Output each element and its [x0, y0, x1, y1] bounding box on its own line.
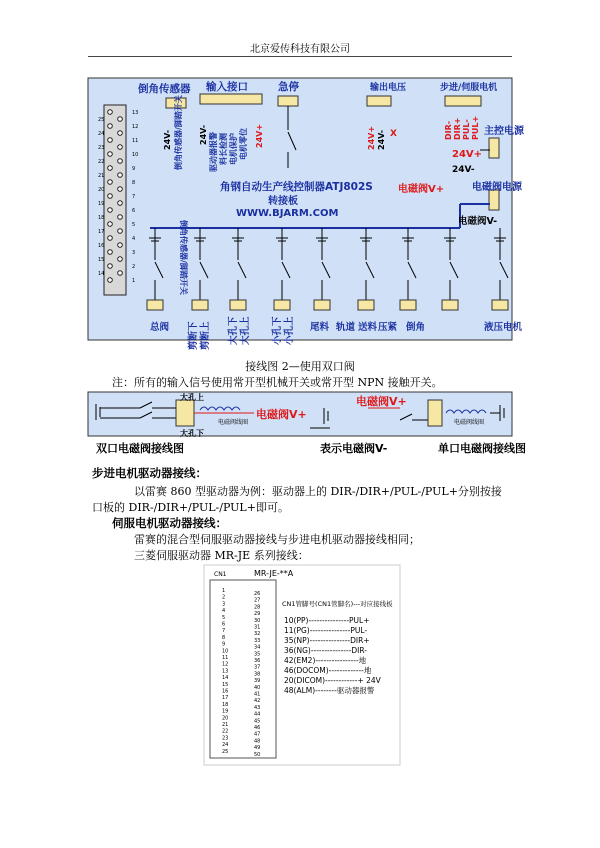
db25-pin: [108, 166, 113, 171]
servo-line-1: 雷赛的混合型伺服驱动器接线与步进电机驱动器接线相同；: [134, 533, 420, 546]
stepper-label: 步进/伺服电机: [440, 83, 498, 93]
estop-terminal: [278, 96, 298, 106]
output-label: 压紧: [378, 322, 398, 333]
connector-pin-left: 6: [222, 621, 226, 628]
output-terminal-block: [358, 300, 374, 310]
step-vert-dirp: DIR+: [453, 117, 462, 140]
connector-pin-right: 27: [254, 597, 261, 604]
tilt-vert-24v: 24V-: [163, 129, 172, 150]
db25-pin: [118, 131, 123, 136]
db25-pin-number: 25: [98, 117, 105, 123]
connector-row: 48(ALM)--------驱动器报警: [284, 686, 375, 695]
cn1-label: CN1: [214, 571, 227, 578]
connector-pin-right: 26: [254, 591, 261, 597]
step-vert-pulm: PUL-: [462, 119, 471, 140]
connector-pin-right: 47: [254, 731, 261, 738]
connector-heading: CN1管脚号(CN1管脚名)---对应接线板: [282, 600, 393, 608]
connector-pin-left: 14: [222, 675, 229, 682]
output-label: 小孔下: [272, 316, 283, 345]
connector-pin-right: 45: [254, 718, 261, 725]
db25-pin: [108, 250, 113, 255]
output-terminal-block: [147, 300, 163, 310]
connector-row: 11(PG)---------------PUL-: [284, 626, 368, 635]
db25-pin: [118, 243, 123, 248]
db25-pin-number: 16: [98, 243, 105, 249]
db25-pin-number: 22: [98, 159, 105, 165]
tilt-vert-sensor: 倒角传感器/脚踏开关: [174, 95, 183, 170]
estop-label: 急停: [278, 81, 299, 93]
connector-pin-left: 9: [222, 641, 226, 648]
connector-pin-right: 49: [254, 745, 261, 752]
db25-pin: [118, 271, 123, 276]
in-vert-protect: 电机保护: [229, 133, 238, 165]
connector-pin-right: 38: [254, 671, 261, 678]
db25-pin-number: 2: [132, 264, 136, 270]
db25-pin-number: 24: [98, 131, 105, 137]
output-terminal-block: [442, 300, 458, 310]
out-vert-24vp: 24V+: [367, 125, 376, 150]
output-label: 倒角: [406, 322, 426, 333]
db25-pin: [118, 159, 123, 164]
connector-pin-left: 19: [222, 708, 229, 715]
model-label: MR-JE-**A: [254, 569, 294, 578]
dual-title: 双口电磁阀接线图: [96, 442, 184, 455]
connector-pin-right: 30: [254, 617, 261, 624]
db25-pin: [118, 117, 123, 122]
connector-pin-right: 31: [254, 624, 261, 631]
connector-pin-right: 44: [254, 711, 261, 718]
sol-vm-label: 电磁阀V-: [458, 216, 498, 227]
connector-pin-left: 16: [222, 688, 229, 695]
connector-pin-right: 33: [254, 637, 261, 644]
connector-pin-left: 4: [222, 608, 226, 615]
v24p-label: 24V+: [452, 149, 483, 160]
connector-row: 46(DOCOM)-------------地: [284, 666, 372, 675]
db25-pin-number: 9: [132, 166, 136, 172]
connector-pin-right: 29: [254, 611, 261, 618]
v24m-label: 24V-: [452, 165, 475, 175]
solenoid-power-label: 电磁阀电源: [472, 182, 522, 193]
output-terminal-block: [192, 300, 208, 310]
output-label: 总阀: [150, 322, 170, 333]
in-vert-alarm: 驱动器报警: [209, 132, 218, 172]
db25-pin: [118, 173, 123, 178]
db25-pin-number: 4: [132, 236, 136, 242]
coil-label-2: 电磁阀线圈: [454, 419, 485, 426]
single-title: 单口电磁阀接线图: [438, 442, 526, 455]
output-label: 大孔上: [240, 316, 251, 345]
coil-label: 电磁阀线圈: [218, 419, 249, 426]
db25-pin-number: 5: [132, 222, 136, 228]
connector-pin-right: 42: [254, 698, 261, 705]
db25-pin-number: 23: [98, 145, 105, 151]
solenoid-power-terminal: [489, 190, 499, 210]
output-terminal-block: [492, 300, 508, 310]
connector-pin-right: 39: [254, 678, 261, 685]
sol-vp-label-2: 电磁阀V+: [256, 408, 307, 421]
connector-pin-left: 1: [222, 588, 226, 594]
stepper-terminal: [445, 96, 481, 106]
db25-pin: [118, 187, 123, 192]
connector-pin-left: 8: [222, 634, 226, 641]
connector-row: 10(PP)---------------PUL+: [284, 616, 370, 625]
connector-pin-left: 10: [222, 648, 229, 655]
in-vert-24vp: 24V+: [255, 123, 264, 148]
connector-pin-left: 17: [222, 695, 229, 702]
connector-pin-right: 48: [254, 738, 261, 745]
step-vert-dirm: DIR-: [444, 120, 453, 140]
output-terminal: [367, 96, 391, 106]
step-vert-pulp: PUL+: [471, 115, 480, 140]
connector-pin-left: 12: [222, 661, 229, 668]
connector-pin-left: 11: [222, 655, 229, 661]
db25-pin-number: 8: [132, 180, 136, 186]
connector-pin-left: 21: [222, 722, 229, 728]
output-label: 轨道: [336, 322, 356, 333]
input-note: 注：所有的输入信号使用常开型机械开关或常开型 NPN 接触开关。: [112, 376, 443, 389]
connector-pin-right: 40: [254, 684, 261, 691]
db25-pin-number: 15: [98, 257, 105, 263]
servo-line-2: 三菱伺服驱动器 MR-JE 系列接线：: [134, 549, 309, 562]
website-label: WWW.BJARM.COM: [236, 208, 339, 219]
sol-vm-label-2: 表示电磁阀V-: [320, 442, 388, 455]
db25-pin-number: 7: [132, 194, 136, 200]
connector-row: 20(DICOM)------------+ 24V: [284, 676, 381, 685]
db25-pin-number: 1: [132, 278, 136, 284]
main-power-label: 主控电源: [484, 126, 524, 137]
db25-pin-number: 21: [98, 173, 105, 179]
in-vert-length: 料长检测: [219, 133, 228, 165]
db25-pin: [118, 145, 123, 150]
big-hole-down: 大孔下: [180, 429, 204, 438]
stepper-line-2: 口板的 DIR-/DIR+/PUL-/PUL+即可。: [92, 501, 289, 514]
db25-pin-number: 13: [132, 110, 139, 116]
db25-pin: [108, 138, 113, 143]
connector-pin-left: 13: [222, 668, 229, 675]
sol-vp-label-3: 电磁阀V+: [356, 395, 407, 408]
db25-pin: [108, 180, 113, 185]
servo-section-title: 伺服电机驱动器接线：: [112, 516, 227, 530]
connector-pin-left: 7: [222, 628, 226, 635]
in-vert-24vm: 24V-: [199, 124, 208, 145]
db25-pin-number: 19: [98, 201, 105, 207]
connector-row: 35(NP)---------------DIR+: [284, 636, 370, 645]
db25-pin: [108, 222, 113, 227]
input-terminal: [200, 94, 262, 104]
db25-pin-number: 6: [132, 208, 136, 214]
stepper-line-1: 以雷赛 860 型驱动器为例：驱动器上的 DIR-/DIR+/PUL-/PUL+分别按接: [134, 485, 502, 498]
db25-pin: [108, 264, 113, 269]
mr-je-connector-diagram: [204, 565, 400, 765]
solenoid-wiring-diagram: [88, 392, 526, 455]
adapter-board-diagram: [88, 78, 525, 350]
connector-pin-left: 25: [222, 748, 229, 755]
big-hole-up: 大孔上: [180, 393, 204, 402]
in-vert-zero: 电机零位: [239, 128, 248, 160]
db25-pin: [118, 215, 123, 220]
connector-pin-left: 2: [222, 594, 226, 601]
figure-caption: 接线图 2—使用双口阀: [245, 360, 355, 373]
db25-pin: [108, 152, 113, 157]
connector-pin-left: 18: [222, 701, 229, 708]
connector-pin-right: 32: [254, 631, 261, 638]
db25-pin: [118, 201, 123, 206]
db25-pin-number: 14: [98, 271, 105, 277]
db25-pin: [108, 208, 113, 213]
output-label: 大孔下: [228, 316, 239, 345]
db25-pin: [108, 236, 113, 241]
tilt-vert-sensor-2: 倒角传感器/脚踏开关: [179, 220, 188, 295]
db25-pin-number: 3: [132, 250, 136, 256]
sol-vp-label: 电磁阀V+: [398, 184, 445, 195]
db25-pin: [118, 257, 123, 262]
output-terminal-block: [274, 300, 290, 310]
tilt-sensor-label: 倒角传感器: [138, 83, 191, 95]
db25-pin: [118, 229, 123, 234]
connector-pin-left: 22: [222, 728, 229, 735]
board-subtitle: 转接板: [268, 196, 298, 207]
out-x-label: X: [390, 129, 397, 139]
output-label: 送料: [358, 322, 378, 333]
board-title: 角钢自动生产线控制器ATJ802S: [220, 181, 373, 193]
output-terminal-block: [230, 300, 246, 310]
connector-pin-left: 23: [222, 735, 229, 742]
output-terminal-block: [314, 300, 330, 310]
output-label: 小孔上: [284, 316, 295, 345]
connector-pin-right: 35: [254, 651, 261, 658]
connector-pin-left: 24: [222, 742, 229, 749]
output-label: 剪断下: [188, 321, 199, 350]
db25-pin: [108, 124, 113, 129]
connector-pin-left: 5: [222, 614, 226, 621]
db25-pin-number: 10: [132, 152, 139, 158]
output-voltage-label: 输出电压: [370, 83, 407, 93]
connector-pin-left: 3: [222, 601, 226, 608]
page-header: 北京爱传科技有限公司: [250, 44, 350, 55]
stepper-section-title: 步进电机驱动器接线：: [92, 466, 207, 480]
connector-pin-left: 20: [222, 715, 229, 722]
main-power-terminal: [489, 138, 499, 158]
connector-pin-right: 36: [254, 658, 261, 664]
connector-pin-left: 15: [222, 681, 229, 688]
connector-row: 42(EM2)----------------地: [284, 656, 367, 665]
connector-pin-right: 46: [254, 725, 261, 731]
db25-pin: [108, 278, 113, 283]
output-label: 剪断上: [200, 321, 211, 350]
input-port-label: 输入接口: [206, 81, 248, 93]
connector-pin-right: 28: [254, 604, 261, 611]
db25-pin-number: 12: [132, 124, 139, 130]
connector-pin-right: 37: [254, 664, 261, 671]
connector-pin-right: 43: [254, 704, 261, 711]
output-terminal-block: [400, 300, 416, 310]
db25-pin-number: 18: [98, 215, 105, 221]
db25-pin-number: 11: [132, 138, 139, 144]
db25-pin-number: 20: [98, 187, 105, 193]
db25-pin: [108, 110, 113, 115]
db25-pin: [108, 194, 113, 199]
db25-pin-number: 17: [98, 229, 105, 235]
connector-pin-right: 50: [254, 751, 261, 758]
connector-pin-right: 34: [254, 644, 261, 651]
connector-pin-right: 41: [254, 691, 261, 698]
connector-row: 36(NG)---------------DIR-: [284, 646, 368, 655]
out-vert-24vm: 24V-: [377, 129, 386, 150]
output-label: 尾料: [310, 322, 330, 333]
output-label: 液压电机: [484, 322, 523, 333]
